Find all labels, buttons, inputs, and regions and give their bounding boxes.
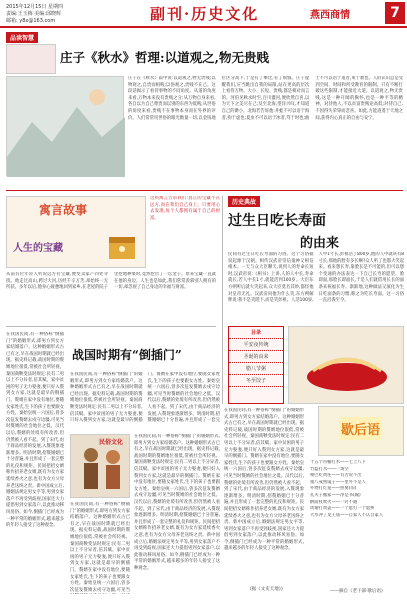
- fable-body: 从前有位年轻人听说远方有宝藏,便变卖家产四处寻找。他走过高山,跨过大河,历经千辛万苦,却始终一无所获。多年以后,他身心疲惫地回到家乡,在老屋的院子里挖地种菜时,竟然挖出了一坛金子。原来宝藏一直就在他的身边。人生也是如此,我们常常羡慕别人拥有的一切,却忽视了自己身边的幸福与财富。: [6, 272, 216, 291]
- section-tag-wisdom: 品读智慧: [6, 32, 38, 43]
- fable-heading: 人生的宝藏: [13, 243, 63, 254]
- page-number: 7: [385, 2, 405, 24]
- war-body-col3: 在我国民间,有一种俗称“倒插门”的婚姻形式,即男方到女方家结婚落户。这种婚姻形式古已有之,早在战国时期就已经出现。据史料记载,战国时期的赘婿地位很低,常被社会所轻视。秦国商鞅变法时规定:民有二男以上不分异者,倍其赋。家中贫困的男子无力娶妻,便只好入赘到女方家,这就是最早的倒插门。赘婿在家中没有地位,要随女家姓氏,生下的孩子也要跟女方姓。秦始皇统一六国后,曾多次征发赘婿去戍守边疆,可见当时赘婿的社会地位之低。汉代以后,赘婿的处境有所改善,但仍然被人看不起。到了宋代,由于商品经济的发展,入赘现象逐渐增多。明清时期,招赘婚姻已十分普遍,并且形成了一套完整的礼仪和规矩。民间把招女婿称作招养老女婿,既有为女方家延续香火之意,也有为女方父母养老送终之责。新中国成立后,婚姻法规定男女平等,男到女家落户不再受到歧视,国家还大力提倡男到女家落户,以此推动移风易俗。如今,倒插门已经成为一种平常的婚姻形式,越来越多的年轻人接受了这种观念。: [134, 434, 220, 571]
- birthday-body: 民间有过生日吃长寿面的习俗。这个习俗据说起源于汉朝。相传汉武帝崇信鬼神又相信相术。一天与众大臣聊天,说到人的寿命长短时,汉武帝说:《相书》上讲,人的人中长,寿命就长,若人中长1寸,就能活到100岁。大臣东方朔听后就大笑起来,众大臣莫名其妙,都怪他对皇帝无礼。汉武帝问他为什么笑,东方朔解释说:我不是笑陛下,而是笑彭祖。人活100岁,人中1寸长,彭祖活了800岁,他的人中就该有8寸长,那他的脸有多长啊?众人听了也都大笑起来。看来想长寿,靠脸长是不可能的,但可以想个变通的办法表达一下自己长寿的愿望。脸即面,那脸长即面长,于是人们就借用长长的面条来祝福长寿。渐渐地,这种做法又演化为生日吃面条的习惯,称之为吃长寿面。这一习俗一直沿袭至今。: [228, 252, 404, 304]
- noodle-illustration: [288, 326, 404, 404]
- war-body-col5: 在我国民间,有一种俗称“倒插门”的婚姻形式,即男方到女方家结婚落户。这种婚姻形式古已有之,早在战国时期就已经出现。据史料记载,战国时期的赘婿地位很低,常被社会所轻视。秦国商鞅变法时规定:民有二男以上不分异者,倍其赋。家中贫困的男子无力娶妻,便只好入赘到女方家,这就是最早的倒插门。赘婿在家中没有地位,要随女家姓氏,生下的孩子也要跟女方姓。秦始皇统一六国后,曾多次征发赘婿去戍守边疆,可见当时赘婿的社会地位之低。汉代以后,赘婿的处境有所改善,但仍然被人看不起。到了宋代,由于商品经济的发展,入赘现象逐渐增多。明清时期,招赘婚姻已十分普遍,并且形成了一套完整的礼仪和规矩。民间把招女婿称作招养老女婿,既有为女方家延续香火之意,也有为女方父母养老送终之责。新中国成立后,婚姻法规定男女平等,男到女家落户不再受到歧视,国家还大力提倡男到女家落户,以此推动移风易俗。如今,倒插门已经成为一种平常的婚姻形式,越来越多的年轻人接受了这种观念。: [224, 408, 304, 552]
- top-article-body: 庄子在《秋水》篇中说:以道观之,物无贵贱;以物观之,自贵而相贱;以俗观之,贵贱不在己。这段话揭示了看待事物的不同角度。从道的角度来看,万物本来没有贵贱之分;从万物自身来看,各自以为自己尊贵而以别的东西为低贱;从世俗的角度来看,贵贱不在事物本身而在外界的评价。人们常常用世俗的眼光衡量一切,以金钱地位区分高下,于是有了攀比,有了烦恼。庄子提醒我们,应当跳出自我的局限,站在更高的层次上看待万物。大小、长短、贵贱,都是相对而言的。河伯见秋水时至,百川灌河,便欣然自喜,以为天下之美尽在己;及至北海,望洋兴叹,才知道自己的渺小。北海若告诉他:井蛙不可以语于海者,拘于虚也;夏虫不可以语于冰者,笃于时也;曲士不可以语于道者,束于教也。人的认识总是受到空间、时间和所受教育的限制。只有不断打破这些限制,才能接近大道。以道观之,物无贵贱,这是一种开阔的胸怀,也是一种平等的精神。对待他人,不以贫富贵贱论高低;对待自己,不因得失荣辱而悲喜。如此,方能逍遥于天地之间,获得内心真正的自由与安宁。: [128, 76, 403, 121]
- philosopher-illustration: [6, 44, 56, 74]
- section-divider: [6, 326, 216, 327]
- war-body-col1: 在我国民间,有一种俗称“倒插门”的婚姻形式,即男方到女方家结婚落户。这种婚姻形式古已有之,早在战国时期就已经出现。据史料记载,战国时期的赘婿地位很低,常被社会所轻视。秦国商鞅变法时规定:民有二男以上不分异者,倍其赋。家中贫困的男子无力娶妻,便只好入赘到女方家,这就是最早的倒插门。赘婿在家中没有地位,要随女家姓氏,生下的孩子也要跟女方姓。秦始皇统一六国后,曾多次征发赘婿去戍守边疆,可见当时赘婿的社会地位之低。汉代以后,赘婿的处境有所改善,但仍然被人看不起。到了宋代,由于商品经济的发展,入赘现象逐渐增多。明清时期,招赘婚姻已十分普遍,并且形成了一套完整的礼仪和规矩。民间把招女婿称作招养老女婿,既有为女方家延续香火之意,也有为女方父母养老送终之责。新中国成立后,婚姻法规定男女平等,男到女家落户不再受到歧视,国家还大力提倡男到女家落户,以此推动移风易俗。如今,倒插门已经成为一种平常的婚姻形式,越来越多的年轻人接受了这种观念。: [6, 332, 64, 529]
- top-article-title: 庄子《秋水》哲理:以道观之,物无贵贱: [60, 50, 269, 65]
- page-header: [0, 0, 407, 28]
- toc-item[interactable]: 平安夜传统: [229, 339, 283, 351]
- birthday-title-main: 过生日吃长寿面: [228, 213, 326, 229]
- editor-credit: 责编:王玉梅 美编:邱晓辉: [6, 11, 61, 17]
- fable-art-panel: [6, 196, 146, 268]
- toc-item[interactable]: 腊八节粥: [229, 363, 283, 375]
- xiehouyu-line: 竹篮打水——一场空: [310, 466, 349, 472]
- xiehouyu-line: 擀面杖吹火——一窍不通: [310, 499, 358, 505]
- toc-title: 目录: [229, 327, 283, 339]
- landscape-painting: [6, 76, 124, 176]
- xiehouyu-line: 猪八戒照镜子——里外不是人: [310, 479, 366, 485]
- xiehouyu-line: 大水冲了龙王庙——自家人不认自家人: [310, 512, 384, 518]
- xiehouyu-list: [310, 460, 404, 588]
- xiehouyu-line: 周瑜打黄盖——一个愿打一个愿挨: [310, 506, 375, 512]
- war-body-col2: 在我国民间,有一种俗称“倒插门”的婚姻形式,即男方到女方家结婚落户。这种婚姻形式古已有之,早在战国时期就已经出现。据史料记载,战国时期的赘婿地位很低,常被社会所轻视。秦国商鞅变法时规定:民有二男以上不分异者,倍其赋。家中贫困的男子无力娶妻,便只好入赘到女方家,这就是最早的倒插门。赘婿在家中没有地位,要随女家姓氏,生下的孩子也要跟女方姓。秦始皇统一六国后,曾多次征发赘婿去戍守边疆,可见当时赘婿的社会地位之低。汉代以后,赘婿的处境有所改善,但仍然被人看不起。到了宋代,由于商品经济的发展,入赘现象逐渐增多。明清时期,招赘婚姻已十分普遍,并且形成了一套完: [70, 372, 220, 424]
- newspaper-brand: 燕西商情: [310, 10, 350, 21]
- mountain-art-icon: [7, 77, 125, 177]
- table-of-contents: [228, 326, 284, 404]
- toc-item[interactable]: 圣诞的由来: [229, 351, 283, 363]
- noodle-bowl-icon: [289, 327, 405, 405]
- war-title: 战国时期有“倒插门”: [72, 348, 182, 362]
- folk-culture-caption: 民俗文化: [99, 439, 124, 446]
- folk-culture-art: [70, 434, 130, 498]
- xiehouyu-line: 外甥打灯笼——照舅(旧): [310, 486, 357, 492]
- issue-date: 2015年12月15日 星期四: [6, 4, 64, 10]
- column-divider: [222, 196, 223, 404]
- xiehouyu-art-title: 歇后语: [339, 417, 382, 440]
- section-tag-history: 历史典故: [228, 196, 260, 207]
- issue-info: [6, 4, 116, 25]
- xiehouyu-line: 哑巴吃黄连——有苦说不出: [310, 473, 362, 479]
- toc-item[interactable]: 冬至饺子: [229, 375, 283, 387]
- birthday-title-sub: 的由来: [300, 236, 340, 251]
- section-divider: [6, 190, 403, 191]
- xiehouyu-source: ——摘自《老干部·歇后语》: [330, 589, 386, 594]
- war-source-note: (据《文史天地》): [250, 587, 283, 592]
- war-body-col4: 在我国民间,有一种俗称“倒插门”的婚姻形式,即男方到女方家结婚落户。这种婚姻形式古已有之,早在战国时期就已经出现。据史料记载,战国时期的赘婿地位很低,常被社会所轻视。秦国商鞅变法时规定:民有二男以上不分异者,倍其赋。家中贫困的男子无力娶妻,便只好入赘到女方家,这就是最早的倒插门。赘婿在家中没有地位,要随女家姓氏,生下的孩子也要跟女方姓。秦始皇统一六国后,曾多次征发赘婿去戍守边疆,可见当: [70, 502, 130, 593]
- xiehouyu-line: 孔夫子搬家——净是书(输): [310, 492, 361, 498]
- email-address: 邮箱: y8x@163.com: [6, 18, 56, 24]
- column-title: 副刊·历史文化: [150, 5, 260, 23]
- treasure-icon: [103, 225, 141, 263]
- fable-intro: 这则寓言告诉我们:真正的宝藏不在远方,而在我们自己身上。只要用心去发现,每个人都拥有属于自己的财富。: [150, 196, 220, 221]
- xiehouyu-art-panel: [318, 406, 404, 456]
- xiehouyu-line: 十五个吊桶打水——七上八下: [310, 460, 366, 465]
- fable-art-title: 寓言故事: [39, 203, 88, 217]
